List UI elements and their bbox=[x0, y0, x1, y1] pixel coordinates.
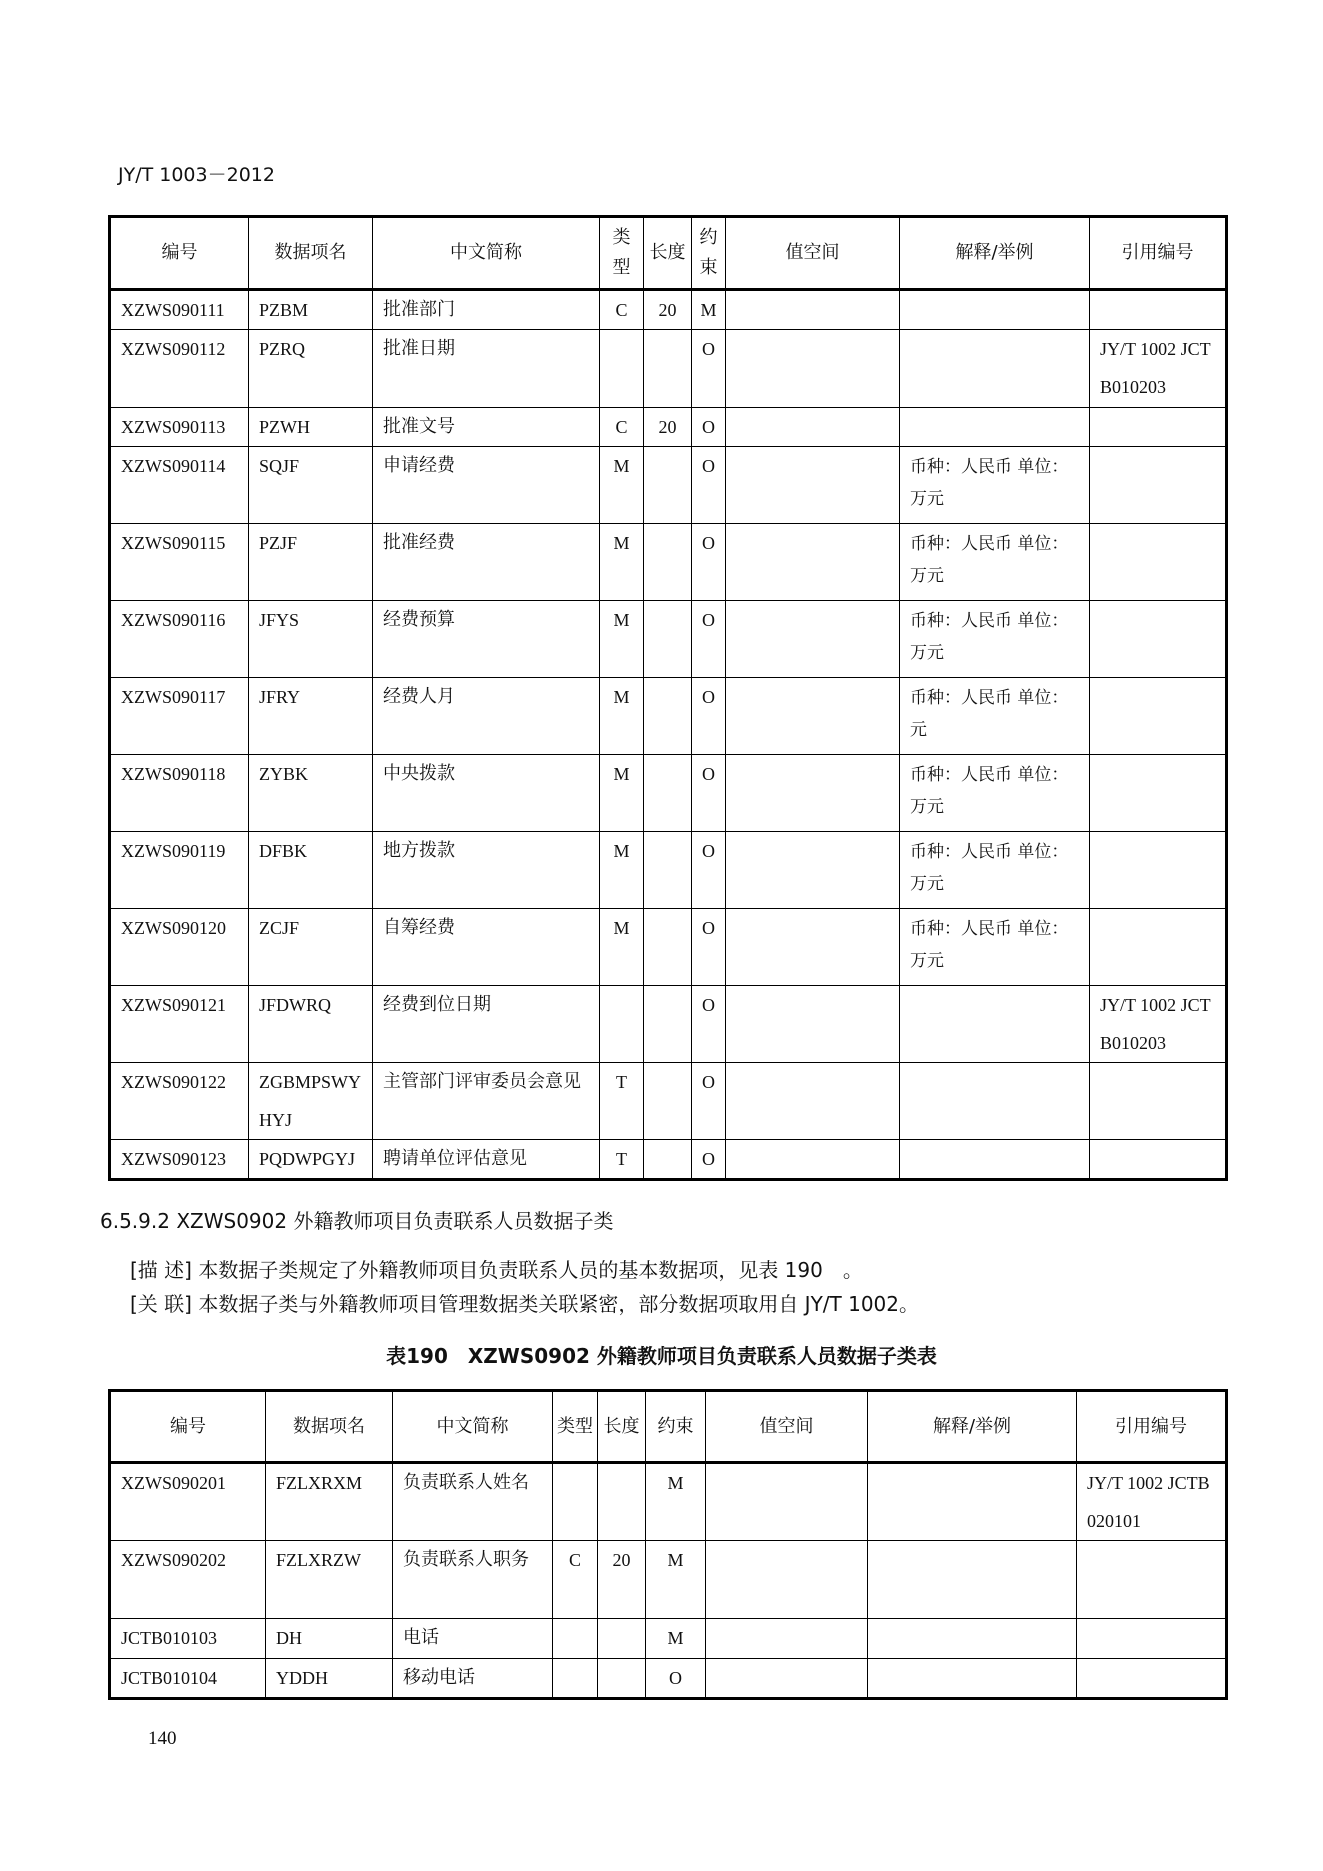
cell-cn: 中央拨款 bbox=[373, 755, 600, 832]
cell-con: M bbox=[646, 1619, 706, 1659]
cell-val bbox=[726, 678, 900, 755]
column-header: 引用编号 bbox=[1090, 217, 1227, 290]
cell-con: O bbox=[692, 1063, 726, 1140]
cell-len bbox=[644, 330, 692, 408]
cell-con: O bbox=[692, 755, 726, 832]
column-header: 解释/举例 bbox=[900, 217, 1090, 290]
cell-note bbox=[900, 986, 1090, 1063]
cell-val bbox=[726, 1140, 900, 1180]
data-items-table-1 bbox=[108, 215, 1228, 1181]
table-row bbox=[110, 290, 1227, 330]
cell-ref: JY/T 1002 JCTB010203 bbox=[1090, 986, 1227, 1063]
cell-con: O bbox=[692, 909, 726, 986]
cell-val bbox=[726, 755, 900, 832]
cell-id: XZWS090114 bbox=[110, 447, 249, 524]
cell-type: M bbox=[600, 447, 644, 524]
cell-type: M bbox=[600, 601, 644, 678]
column-header: 中文简称 bbox=[393, 1391, 553, 1463]
table-header-row bbox=[110, 1391, 1227, 1463]
cell-ref bbox=[1090, 909, 1227, 986]
data-items-table-2 bbox=[108, 1389, 1228, 1700]
cell-val bbox=[726, 408, 900, 447]
cell-name: SQJF bbox=[249, 447, 373, 524]
table-row bbox=[110, 909, 1227, 986]
cell-name: FZLXRZW bbox=[266, 1541, 393, 1619]
cell-len bbox=[644, 1140, 692, 1180]
cell-note bbox=[900, 408, 1090, 447]
cell-cn: 聘请单位评估意见 bbox=[373, 1140, 600, 1180]
table-row bbox=[110, 678, 1227, 755]
cell-type: M bbox=[600, 832, 644, 909]
cell-ref: JY/T 1002 JCTB010203 bbox=[1090, 330, 1227, 408]
cell-val bbox=[706, 1463, 868, 1541]
cell-id: XZWS090201 bbox=[110, 1463, 266, 1541]
column-header: 编号 bbox=[110, 217, 249, 290]
cell-con: O bbox=[692, 408, 726, 447]
cell-ref bbox=[1090, 601, 1227, 678]
cell-con: O bbox=[692, 1140, 726, 1180]
cell-cn: 批准部门 bbox=[373, 290, 600, 330]
cell-name: PZBM bbox=[249, 290, 373, 330]
cell-type: T bbox=[600, 1063, 644, 1140]
cell-val bbox=[726, 524, 900, 601]
cell-ref bbox=[1090, 678, 1227, 755]
cell-note bbox=[900, 1140, 1090, 1180]
cell-note: 币种：人民币 单位：万元 bbox=[900, 447, 1090, 524]
cell-ref bbox=[1090, 1063, 1227, 1140]
cell-name: JFDWRQ bbox=[249, 986, 373, 1063]
column-header: 值空间 bbox=[726, 217, 900, 290]
cell-val bbox=[726, 832, 900, 909]
cell-len bbox=[644, 524, 692, 601]
table-row bbox=[110, 1619, 1227, 1659]
cell-len bbox=[644, 986, 692, 1063]
cell-type: M bbox=[600, 755, 644, 832]
cell-cn: 主管部门评审委员会意见 bbox=[373, 1063, 600, 1140]
cell-id: JCTB010104 bbox=[110, 1659, 266, 1699]
cell-name: PZJF bbox=[249, 524, 373, 601]
cell-con: O bbox=[692, 447, 726, 524]
cell-len bbox=[598, 1619, 646, 1659]
cell-ref bbox=[1090, 1140, 1227, 1180]
cell-name: PZWH bbox=[249, 408, 373, 447]
cell-type: M bbox=[600, 678, 644, 755]
cell-name: JFRY bbox=[249, 678, 373, 755]
cell-note bbox=[900, 330, 1090, 408]
cell-val bbox=[726, 601, 900, 678]
column-header: 长度 bbox=[644, 217, 692, 290]
cell-val bbox=[706, 1659, 868, 1699]
cell-note bbox=[868, 1463, 1077, 1541]
cell-type bbox=[600, 986, 644, 1063]
cell-val bbox=[726, 290, 900, 330]
cell-id: XZWS090119 bbox=[110, 832, 249, 909]
cell-con: O bbox=[692, 330, 726, 408]
column-header: 长度 bbox=[598, 1391, 646, 1463]
cell-con: O bbox=[692, 524, 726, 601]
cell-cn: 经费到位日期 bbox=[373, 986, 600, 1063]
cell-cn: 地方拨款 bbox=[373, 832, 600, 909]
cell-ref bbox=[1090, 447, 1227, 524]
cell-id: XZWS090118 bbox=[110, 755, 249, 832]
cell-len bbox=[644, 447, 692, 524]
cell-type: C bbox=[600, 290, 644, 330]
cell-cn: 电话 bbox=[393, 1619, 553, 1659]
column-header: 约束 bbox=[692, 217, 726, 290]
cell-note bbox=[868, 1619, 1077, 1659]
column-header: 中文简称 bbox=[373, 217, 600, 290]
cell-type: M bbox=[600, 524, 644, 601]
cell-ref bbox=[1090, 832, 1227, 909]
cell-ref bbox=[1090, 408, 1227, 447]
cell-id: JCTB010103 bbox=[110, 1619, 266, 1659]
cell-cn: 经费人月 bbox=[373, 678, 600, 755]
cell-name: JFYS bbox=[249, 601, 373, 678]
cell-type: M bbox=[600, 909, 644, 986]
column-header: 数据项名 bbox=[249, 217, 373, 290]
cell-id: XZWS090112 bbox=[110, 330, 249, 408]
column-header: 约束 bbox=[646, 1391, 706, 1463]
cell-note: 币种：人民币 单位：万元 bbox=[900, 601, 1090, 678]
table-row bbox=[110, 601, 1227, 678]
table-row bbox=[110, 330, 1227, 408]
cell-ref bbox=[1077, 1659, 1227, 1699]
document-code: JY/T 1003－2012 bbox=[118, 164, 275, 186]
cell-len: 20 bbox=[644, 290, 692, 330]
table-row bbox=[110, 1463, 1227, 1541]
cell-note: 币种：人民币 单位：万元 bbox=[900, 524, 1090, 601]
cell-len bbox=[644, 755, 692, 832]
cell-type bbox=[553, 1463, 598, 1541]
cell-name: PZRQ bbox=[249, 330, 373, 408]
table-row bbox=[110, 986, 1227, 1063]
table-row bbox=[110, 447, 1227, 524]
cell-id: XZWS090120 bbox=[110, 909, 249, 986]
cell-ref bbox=[1077, 1541, 1227, 1619]
cell-len bbox=[644, 832, 692, 909]
cell-type bbox=[553, 1619, 598, 1659]
cell-len bbox=[598, 1463, 646, 1541]
cell-name: ZGBMPSWYHYJ bbox=[249, 1063, 373, 1140]
cell-type bbox=[600, 330, 644, 408]
cell-id: XZWS090121 bbox=[110, 986, 249, 1063]
cell-val bbox=[726, 986, 900, 1063]
section-heading: 6.5.9.2 XZWS0902 外籍教师项目负责联系人员数据子类 bbox=[100, 1209, 614, 1233]
cell-id: XZWS090122 bbox=[110, 1063, 249, 1140]
column-header: 数据项名 bbox=[266, 1391, 393, 1463]
cell-val bbox=[706, 1541, 868, 1619]
cell-type: C bbox=[600, 408, 644, 447]
table-row bbox=[110, 1063, 1227, 1140]
cell-name: FZLXRXM bbox=[266, 1463, 393, 1541]
cell-cn: 批准日期 bbox=[373, 330, 600, 408]
cell-type bbox=[553, 1659, 598, 1699]
cell-id: XZWS090202 bbox=[110, 1541, 266, 1619]
cell-len bbox=[598, 1659, 646, 1699]
table-row bbox=[110, 755, 1227, 832]
cell-con: M bbox=[692, 290, 726, 330]
cell-ref bbox=[1090, 524, 1227, 601]
cell-cn: 自筹经费 bbox=[373, 909, 600, 986]
cell-ref bbox=[1090, 290, 1227, 330]
table-row bbox=[110, 408, 1227, 447]
cell-cn: 移动电话 bbox=[393, 1659, 553, 1699]
cell-type: C bbox=[553, 1541, 598, 1619]
cell-con: O bbox=[692, 678, 726, 755]
cell-val bbox=[706, 1619, 868, 1659]
cell-cn: 批准经费 bbox=[373, 524, 600, 601]
cell-name: DFBK bbox=[249, 832, 373, 909]
table-header-row bbox=[110, 217, 1227, 290]
cell-name: DH bbox=[266, 1619, 393, 1659]
cell-note bbox=[900, 290, 1090, 330]
cell-con: O bbox=[692, 986, 726, 1063]
cell-ref bbox=[1077, 1619, 1227, 1659]
cell-name: PQDWPGYJ bbox=[249, 1140, 373, 1180]
cell-len: 20 bbox=[598, 1541, 646, 1619]
cell-id: XZWS090113 bbox=[110, 408, 249, 447]
cell-val bbox=[726, 1063, 900, 1140]
cell-cn: 申请经费 bbox=[373, 447, 600, 524]
cell-val bbox=[726, 447, 900, 524]
column-header: 引用编号 bbox=[1077, 1391, 1227, 1463]
cell-cn: 批准文号 bbox=[373, 408, 600, 447]
cell-con: O bbox=[646, 1659, 706, 1699]
cell-note: 币种：人民币 单位：万元 bbox=[900, 832, 1090, 909]
cell-cn: 经费预算 bbox=[373, 601, 600, 678]
cell-note: 币种：人民币 单位：万元 bbox=[900, 755, 1090, 832]
cell-note: 币种：人民币 单位：万元 bbox=[900, 909, 1090, 986]
cell-cn: 负责联系人职务 bbox=[393, 1541, 553, 1619]
cell-len bbox=[644, 678, 692, 755]
column-header: 类型 bbox=[600, 217, 644, 290]
cell-len bbox=[644, 909, 692, 986]
table-row bbox=[110, 524, 1227, 601]
cell-len bbox=[644, 1063, 692, 1140]
table-caption: 表190 XZWS0902 外籍教师项目负责联系人员数据子类表 bbox=[386, 1344, 937, 1368]
cell-note bbox=[868, 1541, 1077, 1619]
cell-val bbox=[726, 330, 900, 408]
column-header: 类型 bbox=[553, 1391, 598, 1463]
cell-id: XZWS090115 bbox=[110, 524, 249, 601]
cell-type: T bbox=[600, 1140, 644, 1180]
cell-name: YDDH bbox=[266, 1659, 393, 1699]
cell-len: 20 bbox=[644, 408, 692, 447]
description-paragraph: [描 述] 本数据子类规定了外籍教师项目负责联系人员的基本数据项，见表 190 。 bbox=[130, 1258, 863, 1282]
column-header: 解释/举例 bbox=[868, 1391, 1077, 1463]
page-number: 140 bbox=[148, 1728, 177, 1749]
cell-note: 币种：人民币 单位：元 bbox=[900, 678, 1090, 755]
cell-name: ZCJF bbox=[249, 909, 373, 986]
cell-val bbox=[726, 909, 900, 986]
table-row bbox=[110, 1659, 1227, 1699]
cell-id: XZWS090117 bbox=[110, 678, 249, 755]
cell-ref: JY/T 1002 JCTB020101 bbox=[1077, 1463, 1227, 1541]
table-row bbox=[110, 1541, 1227, 1619]
cell-id: XZWS090111 bbox=[110, 290, 249, 330]
relation-paragraph: [关 联] 本数据子类与外籍教师项目管理数据类关联紧密，部分数据项取用自 JY/T 1002。 bbox=[130, 1292, 920, 1316]
cell-note bbox=[900, 1063, 1090, 1140]
table-row bbox=[110, 832, 1227, 909]
cell-con: O bbox=[692, 601, 726, 678]
cell-cn: 负责联系人姓名 bbox=[393, 1463, 553, 1541]
column-header: 编号 bbox=[110, 1391, 266, 1463]
cell-con: M bbox=[646, 1463, 706, 1541]
cell-note bbox=[868, 1659, 1077, 1699]
cell-len bbox=[644, 601, 692, 678]
table-row bbox=[110, 1140, 1227, 1180]
cell-id: XZWS090116 bbox=[110, 601, 249, 678]
cell-id: XZWS090123 bbox=[110, 1140, 249, 1180]
cell-name: ZYBK bbox=[249, 755, 373, 832]
cell-con: O bbox=[692, 832, 726, 909]
cell-ref bbox=[1090, 755, 1227, 832]
column-header: 值空间 bbox=[706, 1391, 868, 1463]
cell-con: M bbox=[646, 1541, 706, 1619]
